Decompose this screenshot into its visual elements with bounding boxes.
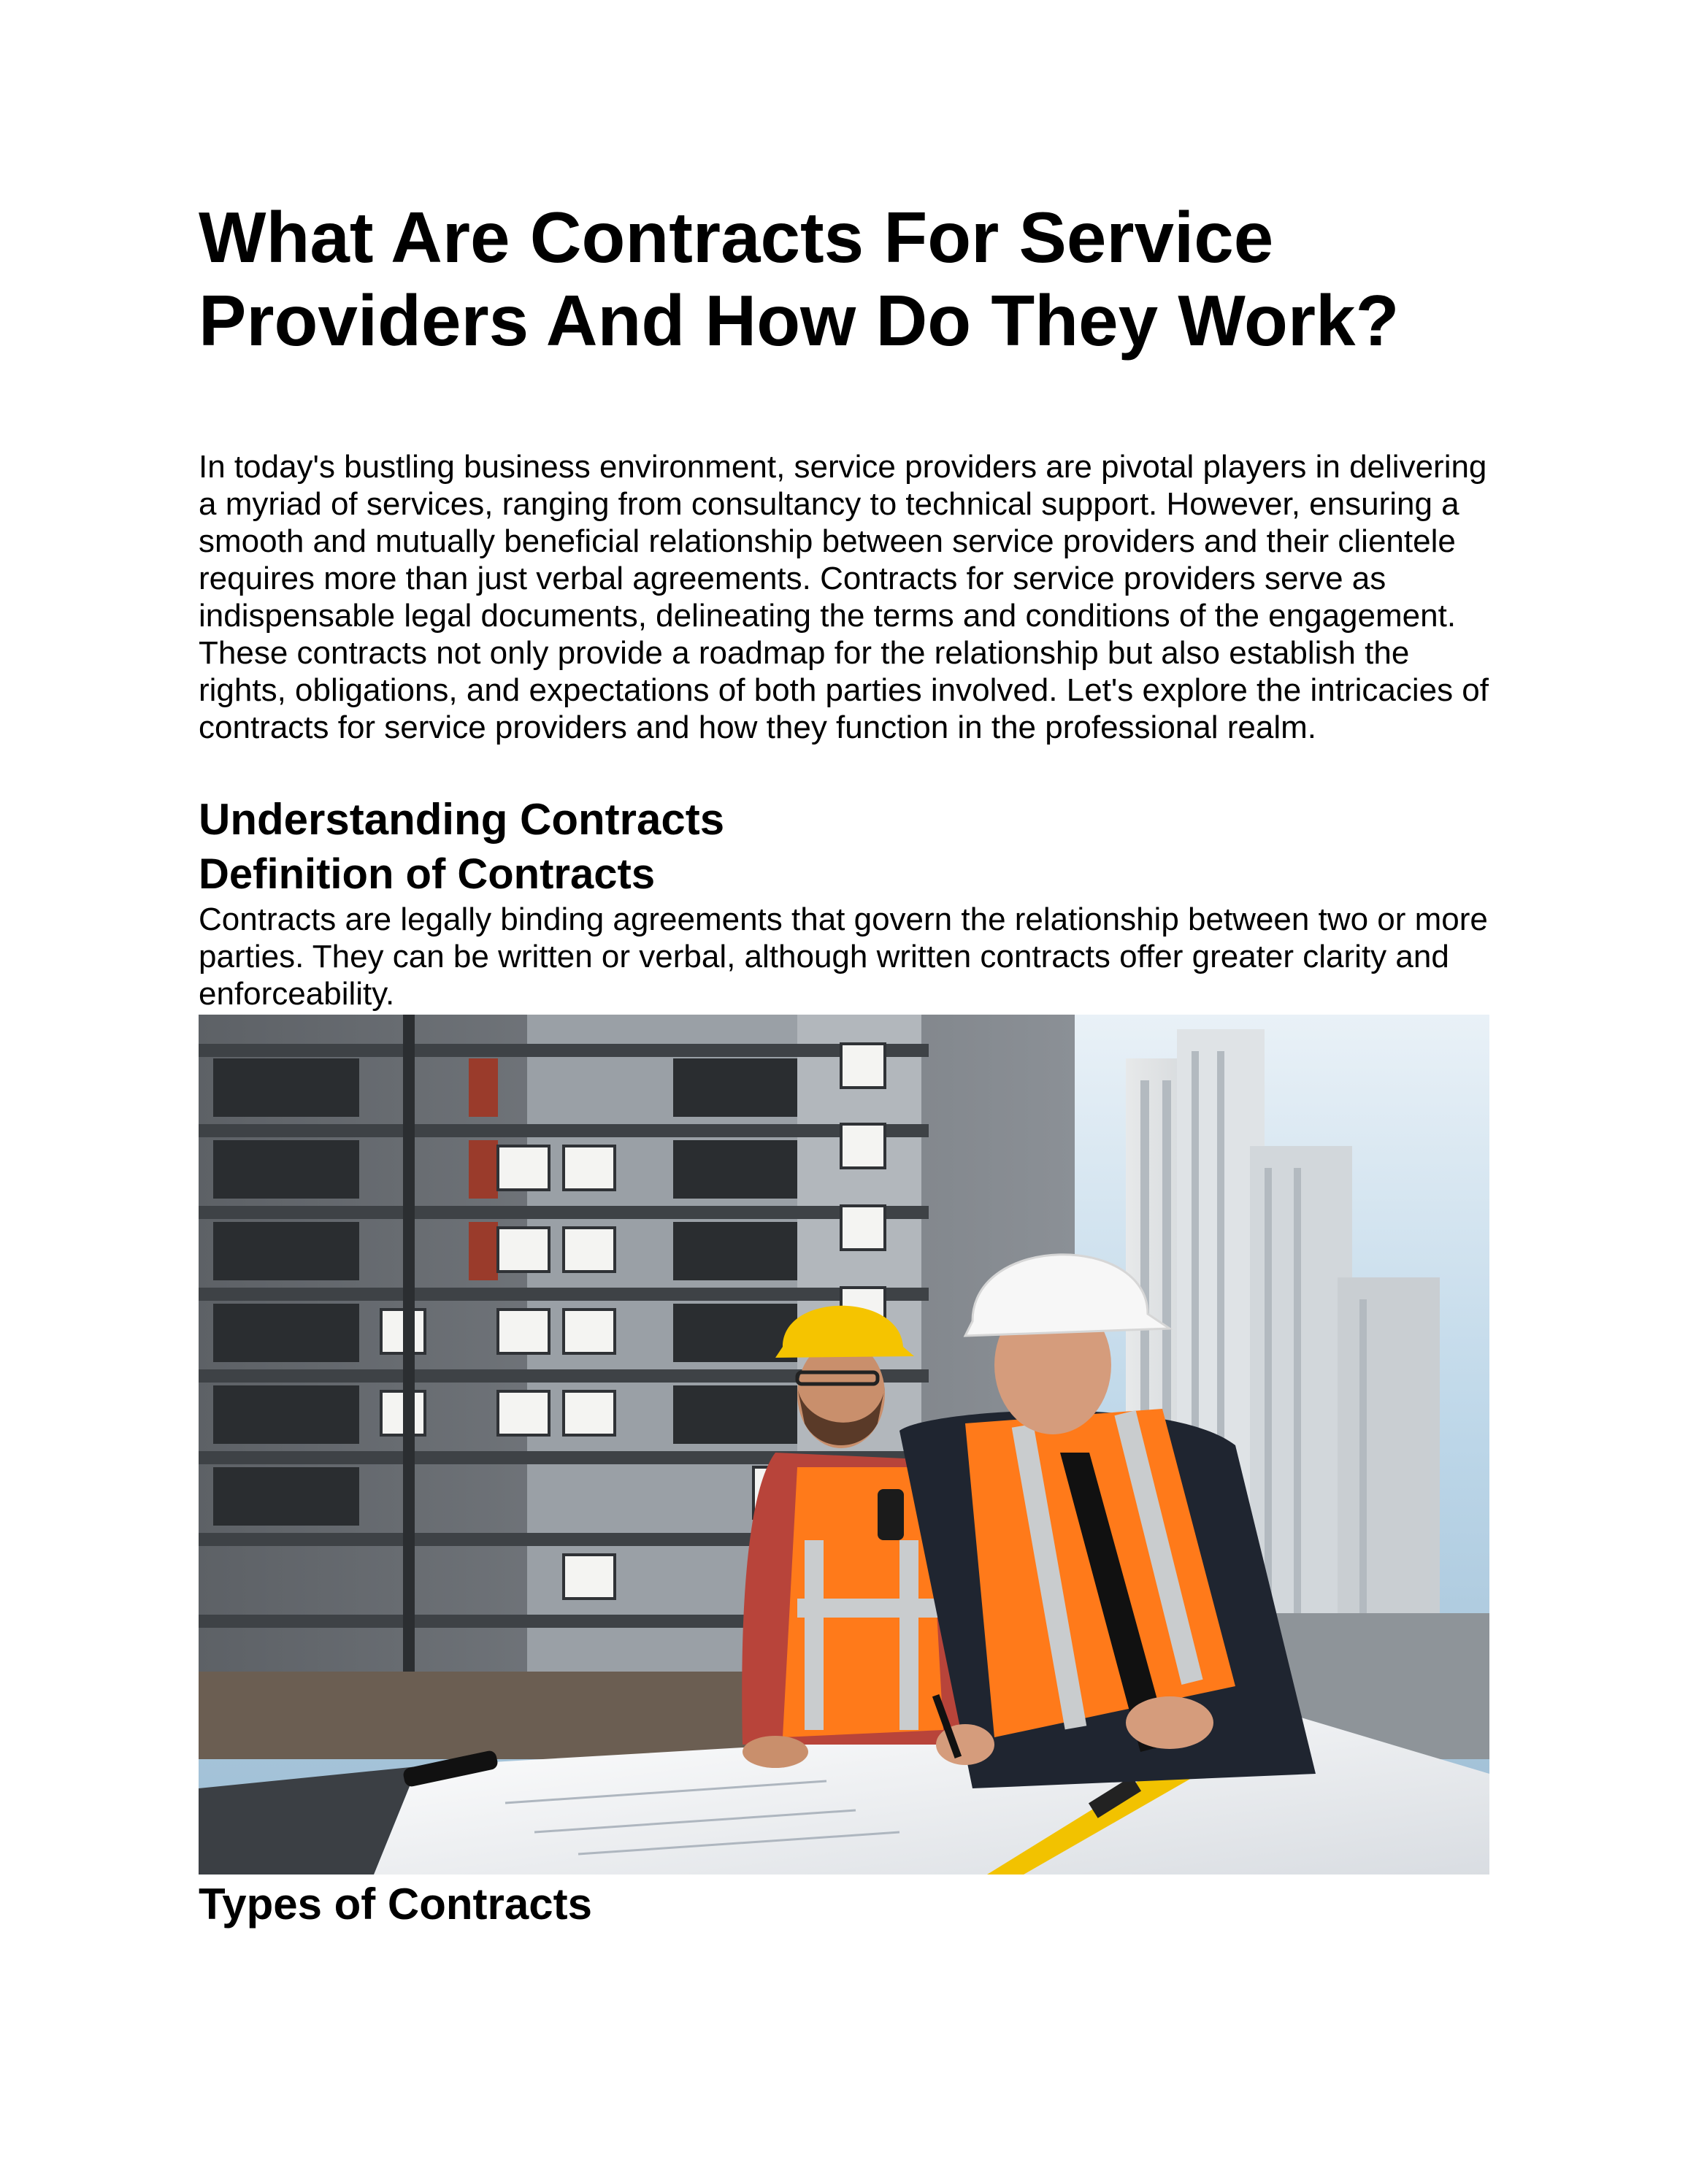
definition-paragraph: Contracts are legally binding agreements that govern the relationship between two or more parties. They can be written or verbal, although written contracts offer greater clarity and enforceability. <box>199 901 1488 1012</box>
page-title: What Are Contracts For Service Providers And How Do They Work? <box>199 197 1400 361</box>
intro-paragraph: In today's bustling business environment, service providers are pivotal players in delivering a myriad of services, ranging from consultancy to technical support. However, ensuring a smooth and mutually beneficial relationship between service providers and their clientele requires more than just verbal agreements. Contracts for service providers serve as indispensable legal documents, delineating the terms and conditions of the engagement. These contracts not only provide a roadmap for the relationship but also establish the rights, obligations, and expectations of both parties involved. Let's explore the intricacies of contracts for service providers and how they function in the professional realm. <box>199 449 1489 745</box>
heading-types-of-contracts: Types of Contracts <box>199 1880 592 1929</box>
heading-definition-of-contracts: Definition of Contracts <box>199 850 656 898</box>
heading-understanding-contracts: Understanding Contracts <box>199 795 725 844</box>
construction-site-photo <box>199 1015 1489 1875</box>
